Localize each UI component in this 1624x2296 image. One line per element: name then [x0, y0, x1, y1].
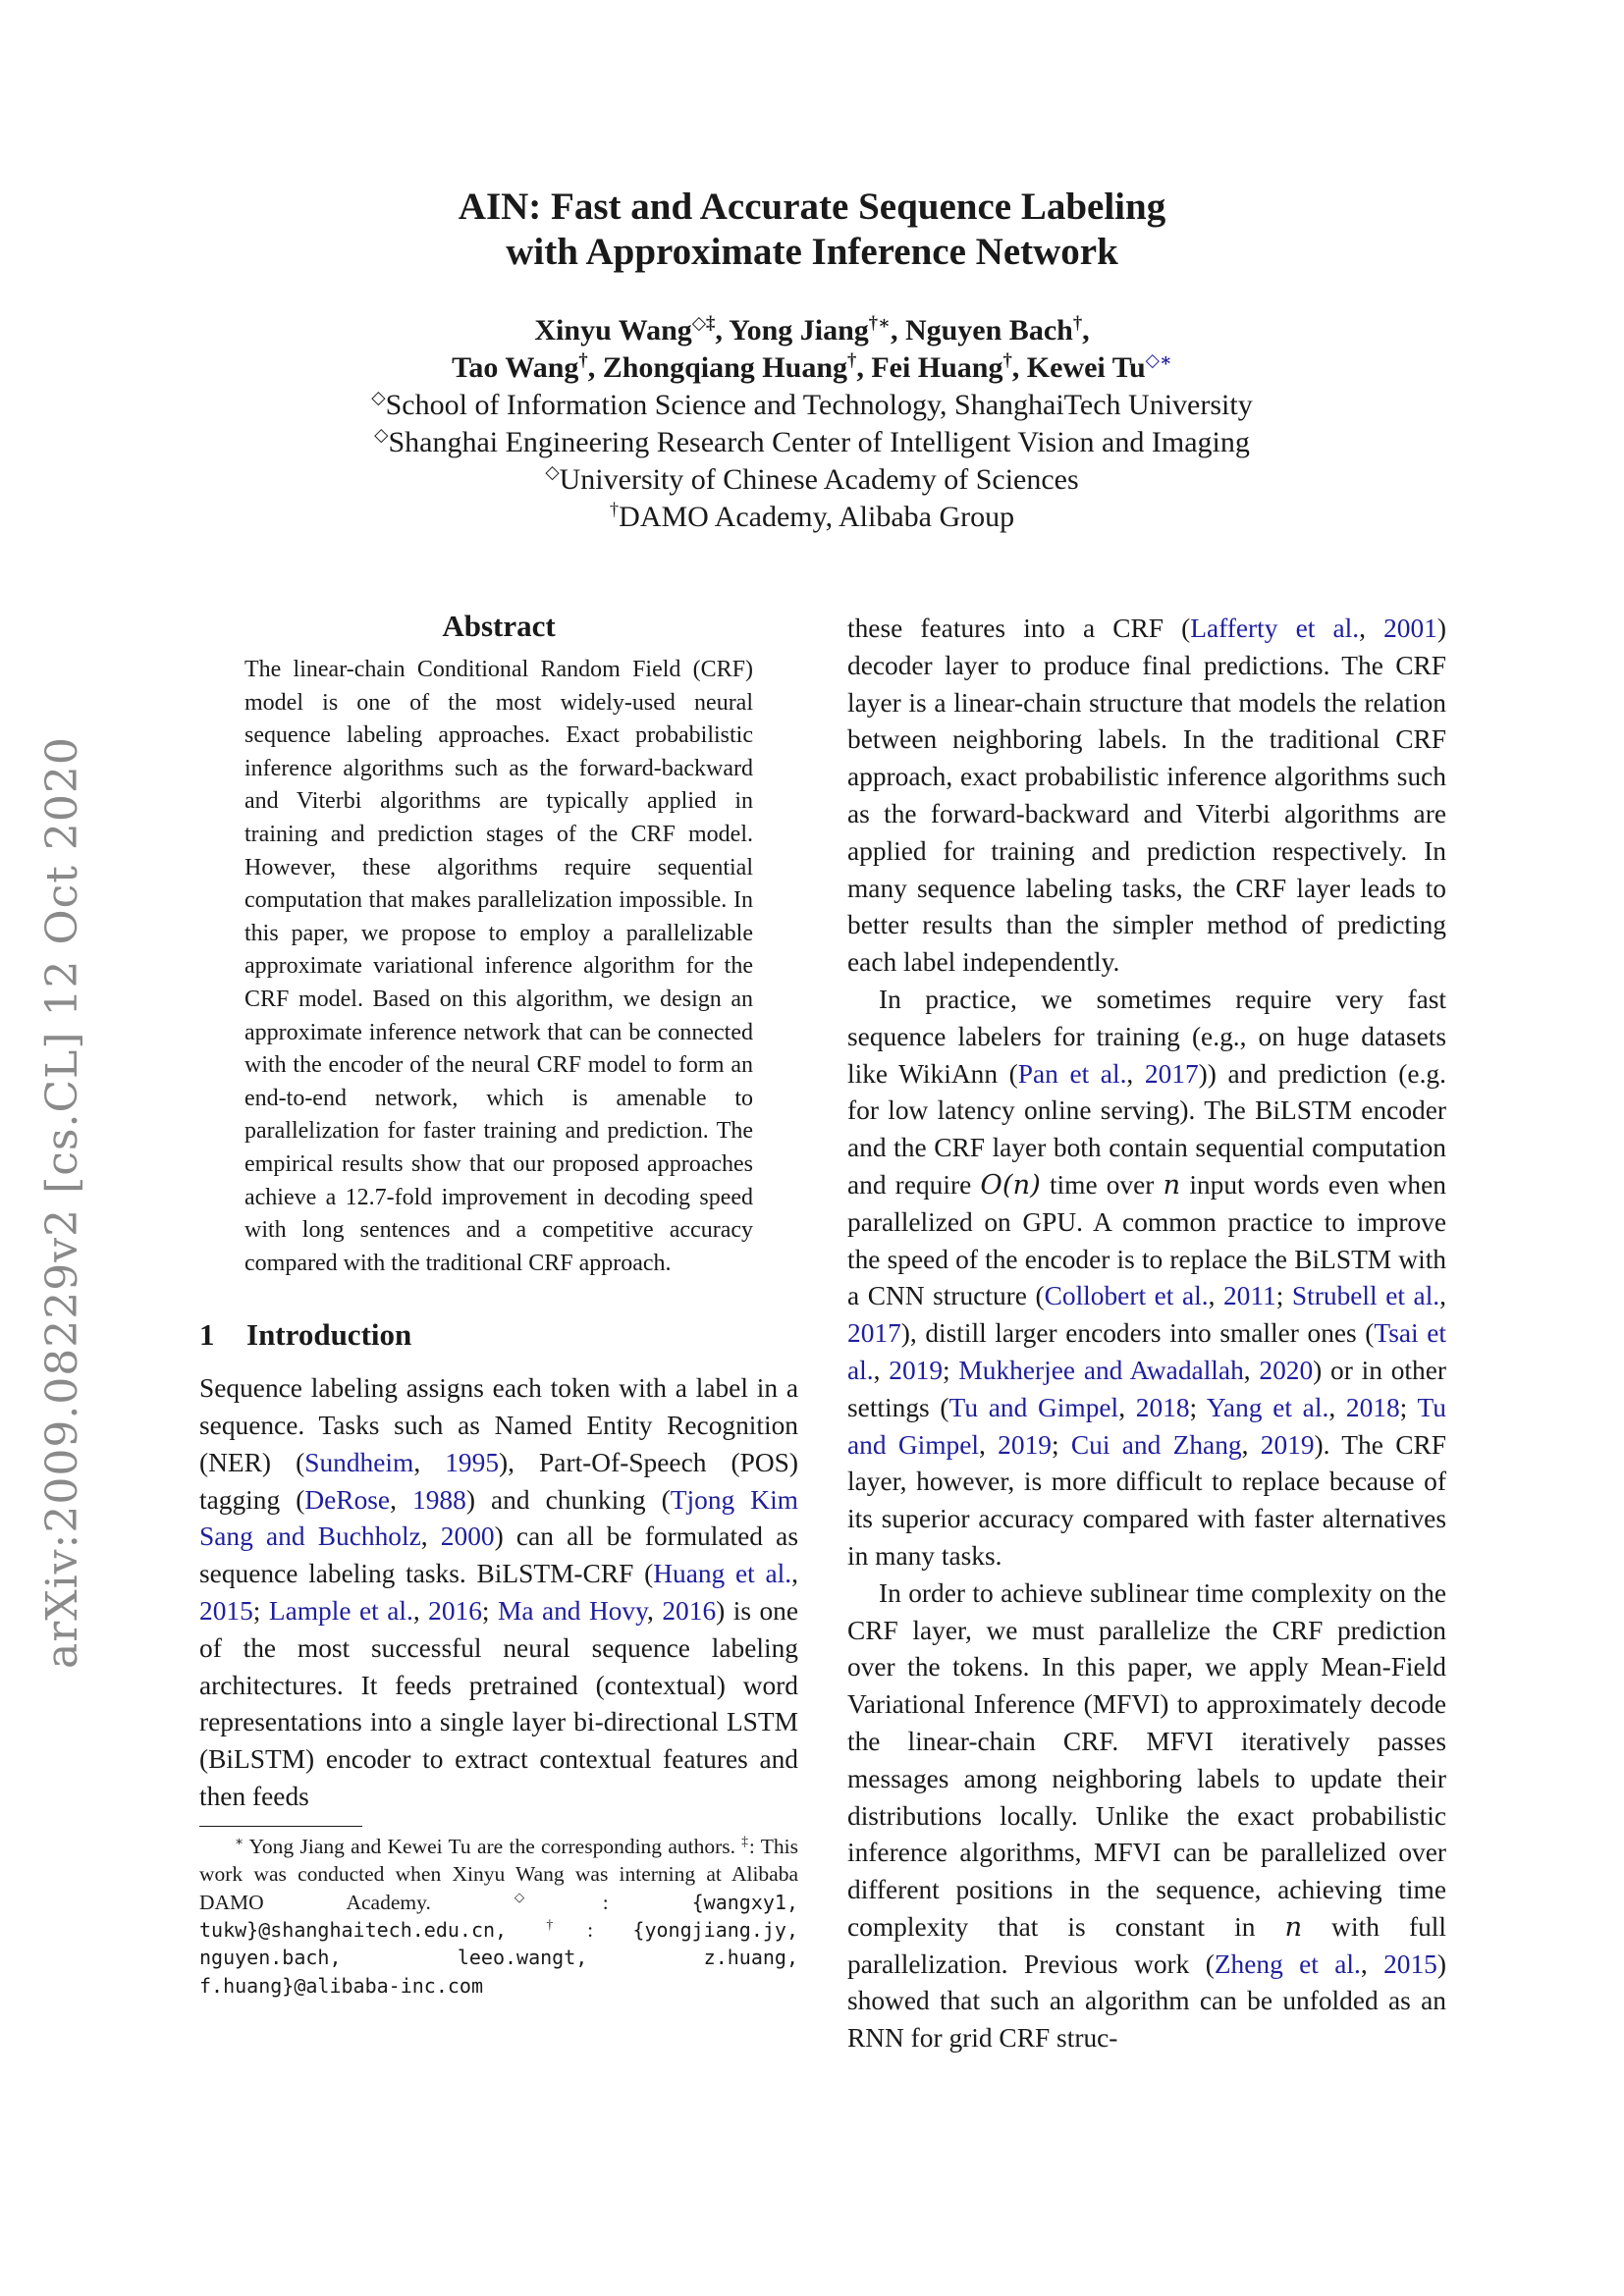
citation-link[interactable]: Strubell et al.: [1291, 1281, 1440, 1311]
text-run: )) and prediction (e.g. for low latency online serving). The BiLSTM encoder and the CRF layer both contain sequential computation and require: [847, 1058, 1446, 1200]
citation-year-link[interactable]: 2015: [199, 1596, 253, 1627]
citation-link[interactable]: Cui and Zhang: [1070, 1429, 1242, 1460]
author-mark: ◇‡: [691, 313, 716, 334]
author-name: Nguyen Bach: [904, 314, 1073, 347]
text-run: ) or in other settings (: [847, 1355, 1446, 1422]
section-number: 1: [199, 1317, 215, 1353]
citation-link[interactable]: Lample et al.: [268, 1596, 413, 1627]
text-run: ;: [1399, 1392, 1418, 1422]
author-block: [0, 312, 1624, 536]
affiliation-mark: ◇: [374, 425, 389, 446]
text-run: ). The CRF layer, however, is more difficult to replace because of its superior accuracy compared with faster alternatives in many tasks.: [847, 1429, 1446, 1571]
author-name: Zhongqiang Huang: [602, 351, 848, 384]
affiliation-mark: †: [609, 500, 620, 520]
math-variable: n: [1284, 1911, 1303, 1943]
citation-year-link[interactable]: 1988: [412, 1484, 466, 1515]
text-run: ;: [1275, 1281, 1292, 1311]
citation-link[interactable]: Pan et al.: [1017, 1058, 1127, 1089]
title-line-2: with Approximate Inference Network: [506, 231, 1118, 273]
text-run: ,: [413, 1447, 446, 1477]
citation-year-link[interactable]: 2019: [1260, 1429, 1315, 1460]
author-name: Kewei Tu: [1026, 351, 1146, 384]
paper-title: [0, 185, 1624, 275]
author-mark: †: [1002, 350, 1012, 371]
citation-year-link[interactable]: 2018: [1135, 1392, 1190, 1422]
author-mark: †∗: [868, 313, 891, 334]
text-run: ,: [647, 1596, 663, 1627]
text-run: ,: [390, 1484, 413, 1515]
citation-year-link[interactable]: 2017: [847, 1318, 901, 1349]
text-run: ,: [412, 1596, 429, 1627]
footnote-divider: [199, 1826, 362, 1827]
text-run: ;: [1189, 1392, 1207, 1422]
text-run: time over: [1040, 1169, 1164, 1200]
text-run: ,: [1439, 1281, 1447, 1311]
text-run: :: [587, 1918, 633, 1943]
citation-link[interactable]: Ma and Hovy: [497, 1596, 648, 1627]
text-run: ,: [1359, 614, 1384, 643]
text-run: ;: [943, 1355, 959, 1385]
text-run: ) showed that such an algorithm can be unfolded as an RNN for grid CRF struc-: [847, 1949, 1446, 2054]
text-run: ,: [1360, 1949, 1384, 1979]
citation-link[interactable]: Sundheim: [304, 1447, 414, 1477]
title-line-1: AIN: Fast and Accurate Sequence Labeling: [458, 186, 1166, 228]
author-name: Yong Jiang: [729, 314, 869, 347]
text-run: these features into a CRF (: [847, 614, 1191, 643]
text-run: ,: [873, 1355, 890, 1385]
arxiv-identifier: arXiv:2009.08229v2 [cs.CL] 12 Oct 2020: [37, 736, 87, 1669]
citation-year-link[interactable]: 1995: [445, 1447, 500, 1477]
citation-year-link[interactable]: 2019: [998, 1429, 1052, 1460]
citation-link[interactable]: Lafferty et al.: [1190, 614, 1360, 643]
text-run: ) can all be formulated as sequence labeling tasks. BiLSTM-CRF (: [199, 1522, 798, 1589]
affiliation: [0, 387, 1624, 424]
left-column: [199, 607, 798, 2000]
text-run: ;: [481, 1596, 498, 1627]
text-run: Yong Jiang and Kewei Tu are the corresponding authors.: [244, 1834, 742, 1858]
author-name: Xinyu Wang: [534, 314, 692, 347]
author-mark: ◇∗: [1145, 350, 1172, 371]
affiliation-text: DAMO Academy, Alibaba Group: [619, 501, 1015, 533]
citation-year-link[interactable]: 2000: [440, 1522, 495, 1552]
text-run: ) and chunking (: [465, 1484, 671, 1515]
text-run: ,: [1126, 1058, 1145, 1089]
body-paragraph: [847, 1575, 1446, 2057]
email-address[interactable]: {wangxy1, tukw}@shanghaitech.edu.cn,: [199, 1890, 799, 1943]
abstract-heading: Abstract: [442, 609, 556, 643]
text-run: input words even when parallelized on GPU. A common practice to improve the speed of the encoder is to replace the BiLSTM with a CNN structure (: [847, 1169, 1446, 1311]
text-run: ;: [252, 1596, 269, 1627]
affiliation-text: School of Information Science and Technology, ShanghaiTech University: [385, 389, 1253, 421]
affiliation: [0, 424, 1624, 461]
text-run: ,: [1118, 1392, 1136, 1422]
intro-paragraph: [199, 1370, 798, 1816]
text-run: ), Part-Of-Speech (POS) tagging (: [199, 1447, 798, 1515]
affiliation-text: University of Chinese Academy of Sciences: [559, 463, 1079, 496]
affiliation: [0, 499, 1624, 536]
text-run: with full parallelization. Previous work (: [847, 1911, 1446, 1979]
affiliation: [0, 461, 1624, 499]
text-run: ,: [1328, 1392, 1346, 1422]
footnote-mark: ‡: [741, 1833, 749, 1848]
citation-year-link[interactable]: 2016: [428, 1596, 482, 1627]
abstract-text: The linear-chain Conditional Random Field (CRF) model is one of the most widely-used neural sequence labeling approaches. Exact probabilistic inference algorithms such as the forward-backward and Viterbi algorithms are typically applied in training and prediction stages of the CRF model. However, these algorithms require sequential computation that makes parallelization impossible. In this paper, we propose to employ a parallelizable approximate variational inference algorithm for the CRF model. Based on this algorithm, we design an approximate inference network that can be connected with the encoder of the neural CRF model to form an end-to-end network, which is amenable to parallelization for faster training and prediction. The empirical results show that our proposed approaches achieve a 12.7-fold improvement in decoding speed with long sentences and a competitive accuracy compared with the traditional CRF approach.: [244, 657, 753, 1276]
citation-link[interactable]: Tjong Kim Sang and Buchholz: [199, 1484, 798, 1552]
footnote-mark: ◇: [514, 1889, 603, 1904]
affiliation-mark: ◇: [545, 462, 560, 483]
email-address[interactable]: {yongjiang.jy, nguyen.bach, leeo.wangt, z.huang, f.huang}@alibaba-inc.com: [199, 1918, 798, 1998]
text-run: ,: [791, 1559, 798, 1589]
text-run: ,: [979, 1429, 999, 1460]
right-column: [847, 611, 1446, 2057]
text-run: ;: [1051, 1429, 1071, 1460]
citation-link[interactable]: Tsai et al.: [847, 1318, 1446, 1385]
text-run: : This work was conducted when Xinyu Wang was interning at Alibaba DAMO Academy.: [199, 1834, 798, 1914]
citation-year-link[interactable]: 2018: [1345, 1392, 1400, 1422]
citation-link[interactable]: Tu and Gimpel: [847, 1392, 1446, 1460]
affiliation-mark: ◇: [371, 388, 386, 408]
citation-year-link[interactable]: 2019: [889, 1355, 944, 1385]
citation-link[interactable]: DeRose: [304, 1484, 391, 1515]
citation-year-link[interactable]: 2001: [1383, 614, 1437, 643]
body-paragraph: [847, 611, 1446, 982]
citation-link[interactable]: Mukherjee and Awadallah: [958, 1355, 1244, 1385]
author-mark: †: [847, 350, 857, 371]
author-line-2: Tao Wang†, Zhongqiang Huang†, Fei Huang†, Kewei Tu◇∗: [452, 350, 1172, 384]
math-expression: O(n): [980, 1169, 1041, 1201]
citation-link[interactable]: Yang et al.: [1206, 1392, 1329, 1422]
text-run: In practice, we sometimes require very fast sequence labelers for training (e.g., on huge datasets like WikiAnn (: [847, 984, 1446, 1089]
text-run: ,: [420, 1522, 441, 1552]
footnote: [199, 1833, 798, 2000]
affiliation-text: Shanghai Engineering Research Center of Intelligent Vision and Imaging: [388, 426, 1250, 458]
citation-year-link[interactable]: 2011: [1222, 1281, 1276, 1311]
text-run: ,: [1208, 1281, 1223, 1311]
citation-year-link[interactable]: 2015: [1383, 1949, 1437, 1979]
author-name: Fei Huang: [871, 351, 1003, 384]
author-mark: †: [578, 350, 588, 371]
citation-link[interactable]: Tu and Gimpel: [948, 1392, 1119, 1422]
citation-link[interactable]: Huang et al.: [653, 1559, 792, 1589]
text-run: ,: [1241, 1429, 1261, 1460]
section-heading: [199, 1315, 798, 1355]
text-run: ) decoder layer to produce final predictions. The CRF layer is a linear-chain structure that models the relation between neighboring labels. In the traditional CRF approach, exact probabilistic inference algorithms such as the forward-backward and Viterbi algorithms are applied for training and prediction respectively. In many sequence labeling tasks, the CRF layer leads to better results than the simpler method of predicting each label independently.: [847, 614, 1446, 978]
text-run: In order to achieve sublinear time complexity on the CRF layer, we must parallelize the CRF prediction over the tokens. In this paper, we apply Mean-Field Variational Inference (MFVI) to approximately decode the linear-chain CRF. MFVI iteratively passes messages among neighboring labels to update their distributions locally. Unlike the exact probabilistic inference algorithms, MFVI can be parallelized over different positions in the sequence, achieving time complexity that is constant in: [847, 1577, 1446, 1942]
math-variable: n: [1163, 1169, 1181, 1201]
text-run: ,: [1243, 1355, 1260, 1385]
citation-year-link[interactable]: 2016: [662, 1596, 717, 1627]
author-line-1: Xinyu Wang◇‡, Yong Jiang†∗, Nguyen Bach†,: [534, 313, 1090, 347]
citation-link[interactable]: Collobert et al.: [1044, 1281, 1209, 1311]
text-run: ), distill larger encoders into smaller ones (: [900, 1318, 1375, 1349]
text-run: :: [602, 1890, 692, 1914]
section-title: Introduction: [246, 1317, 412, 1353]
author-mark: †: [1072, 313, 1083, 334]
text-run: Sequence labeling assigns each token with a label in a sequence. Tasks such as Named Entity Recognition (NER) (: [199, 1373, 798, 1477]
citation-year-link[interactable]: 2017: [1144, 1058, 1199, 1089]
body-paragraph: [847, 982, 1446, 1575]
citation-link[interactable]: Zheng et al.: [1214, 1949, 1361, 1979]
citation-year-link[interactable]: 2020: [1259, 1355, 1314, 1385]
footnote-mark: ∗: [235, 1833, 244, 1848]
text-run: ) is one of the most successful neural sequence labeling architectures. It feeds pretrained (contextual) word representations into a single layer bi-directional LSTM (BiLSTM) encoder to extract contextual features and then feeds: [199, 1596, 798, 1812]
author-name: Tao Wang: [452, 351, 579, 384]
footnote-mark: †: [546, 1916, 588, 1932]
